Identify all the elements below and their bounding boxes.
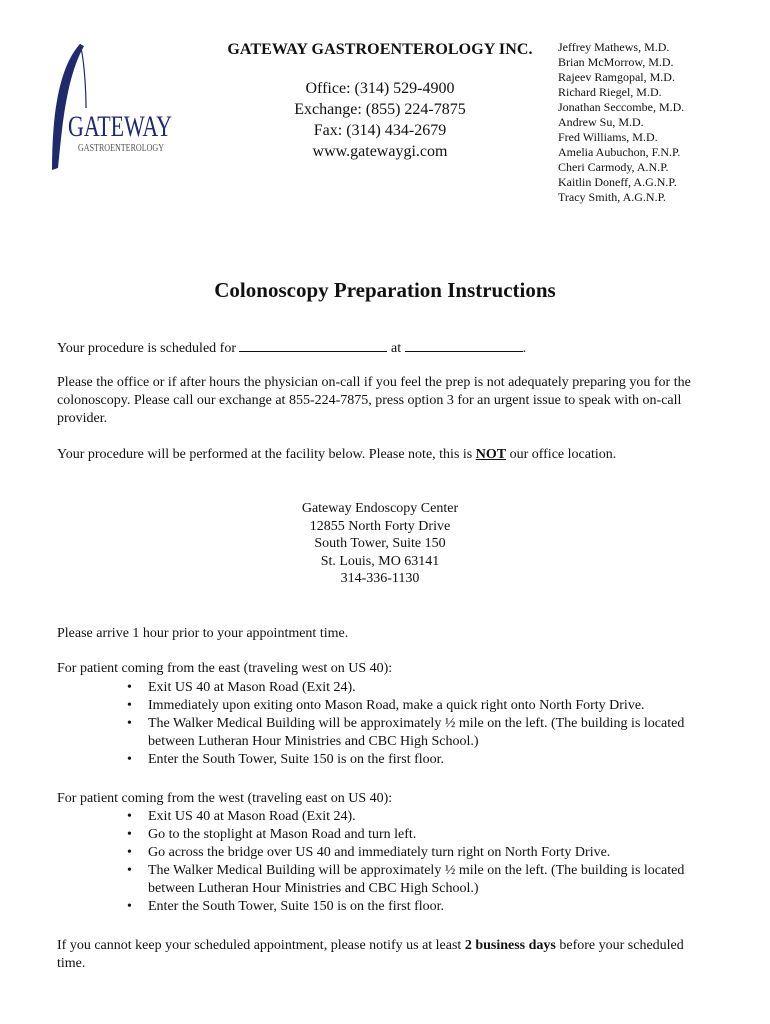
list-item bbox=[57, 697, 697, 715]
physician-name: Cheri Carmody, A.N.P. bbox=[558, 160, 669, 174]
cancel-after: before your scheduled time. bbox=[57, 938, 684, 971]
contact-block bbox=[170, 78, 590, 162]
logo-wordmark: GATEWAY bbox=[68, 110, 172, 143]
fax-number: Fax: (314) 434-2679 bbox=[313, 122, 447, 139]
facility-note-after: our office location. bbox=[506, 447, 617, 462]
direction-step: The Walker Medical Building will be approximately ½ mile on the left. (The building is located between Lutheran Hour Ministries and CBC High School.) bbox=[148, 863, 685, 896]
physician-list bbox=[558, 40, 684, 205]
list-item bbox=[57, 751, 697, 769]
cancel-note bbox=[57, 937, 697, 973]
facility-name: Gateway Endoscopy Center bbox=[301, 501, 459, 516]
facility-phone: 314-336-1130 bbox=[340, 571, 420, 586]
bullet-icon: • bbox=[127, 827, 132, 842]
physician-name: Richard Riegel, M.D. bbox=[558, 85, 662, 99]
bullet-icon: • bbox=[127, 680, 132, 695]
cancel-before: If you cannot keep your scheduled appointment, please notify us at least bbox=[57, 938, 465, 953]
facility-address bbox=[0, 500, 760, 588]
west-directions bbox=[57, 808, 697, 916]
time-blank bbox=[405, 339, 523, 352]
cancel-emphasis: 2 business days bbox=[464, 938, 556, 953]
bullet-icon: • bbox=[127, 863, 132, 878]
physician-name: Andrew Su, M.D. bbox=[558, 115, 644, 129]
physician-name: Jonathan Seccombe, M.D. bbox=[558, 100, 685, 114]
bullet-icon: • bbox=[127, 698, 132, 713]
bullet-icon: • bbox=[127, 752, 132, 767]
direction-step: Enter the South Tower, Suite 150 is on the first floor. bbox=[148, 899, 445, 914]
list-item bbox=[57, 808, 697, 826]
office-phone: Office: (314) 529-4900 bbox=[305, 80, 455, 97]
gateway-arch-logo-icon bbox=[44, 38, 184, 178]
direction-step: Exit US 40 at Mason Road (Exit 24). bbox=[148, 680, 356, 695]
bullet-icon: • bbox=[127, 845, 132, 860]
list-item bbox=[57, 898, 697, 916]
schedule-suffix: . bbox=[522, 341, 527, 356]
bullet-icon: • bbox=[127, 716, 132, 731]
website: www.gatewaygi.com bbox=[312, 143, 448, 160]
facility-city: St. Louis, MO 63141 bbox=[320, 553, 440, 569]
physician-name: Kaitlin Doneff, A.G.N.P. bbox=[558, 175, 677, 189]
facility-suite: South Tower, Suite 150 bbox=[314, 536, 446, 551]
logo-tagline: GASTROENTEROLOGY bbox=[78, 142, 165, 154]
facility-street: 12855 North Forty Drive bbox=[309, 518, 451, 534]
company-header bbox=[170, 40, 590, 162]
direction-step: The Walker Medical Building will be approximately ½ mile on the left. (The building is located between Lutheran Hour Ministries and CBC High School.) bbox=[148, 716, 685, 749]
schedule-middle: at bbox=[390, 341, 402, 356]
direction-step: Immediately upon exiting onto Mason Road, make a quick right onto North Forty Drive. bbox=[148, 698, 645, 713]
page-title: Colonoscopy Preparation Instructions bbox=[214, 278, 556, 302]
direction-step: Exit US 40 at Mason Road (Exit 24). bbox=[148, 809, 356, 824]
list-item bbox=[57, 826, 697, 844]
physician-name: Rajeev Ramgopal, M.D. bbox=[558, 70, 675, 84]
company-name: GATEWAY GASTROENTEROLOGY INC. bbox=[227, 41, 533, 58]
direction-step: Go across the bridge over US 40 and immediately turn right on North Forty Drive. bbox=[148, 845, 611, 860]
bullet-icon: • bbox=[127, 809, 132, 824]
list-item bbox=[57, 862, 697, 898]
direction-step: Go to the stoplight at Mason Road and turn left. bbox=[148, 827, 417, 842]
east-directions bbox=[57, 679, 697, 769]
west-heading: For patient coming from the west (traveling east on US 40): bbox=[57, 791, 393, 806]
arrive-note: Please arrive 1 hour prior to your appointment time. bbox=[57, 626, 349, 641]
physician-name: Tracy Smith, A.G.N.P. bbox=[558, 190, 666, 204]
facility-note bbox=[57, 446, 717, 464]
list-item bbox=[57, 844, 697, 862]
call-note: Please the office or if after hours the physician on-call if you feel the prep is not adequately preparing you for the colonoscopy. Please call our exchange at 855-224-7875, press option 3 for an urgent issue to speak with on-call provider. bbox=[57, 375, 691, 426]
exchange-phone: Exchange: (855) 224-7875 bbox=[294, 101, 466, 118]
physician-name: Amelia Aubuchon, F.N.P. bbox=[558, 145, 681, 159]
east-heading: For patient coming from the east (traveling west on US 40): bbox=[57, 661, 393, 676]
schedule-line bbox=[57, 339, 717, 358]
list-item bbox=[57, 715, 697, 751]
list-item bbox=[57, 679, 697, 697]
date-blank bbox=[239, 339, 387, 352]
schedule-prefix: Your procedure is scheduled for bbox=[57, 341, 236, 356]
bullet-icon: • bbox=[127, 899, 132, 914]
physician-name: Brian McMorrow, M.D. bbox=[558, 55, 674, 69]
physician-name: Fred Williams, M.D. bbox=[558, 130, 658, 144]
direction-step: Enter the South Tower, Suite 150 is on the first floor. bbox=[148, 752, 445, 767]
facility-note-emphasis: NOT bbox=[475, 447, 507, 462]
gateway-logo bbox=[44, 38, 184, 178]
facility-note-before: Your procedure will be performed at the facility below. Please note, this is bbox=[57, 447, 476, 462]
physician-name: Jeffrey Mathews, M.D. bbox=[558, 40, 670, 54]
